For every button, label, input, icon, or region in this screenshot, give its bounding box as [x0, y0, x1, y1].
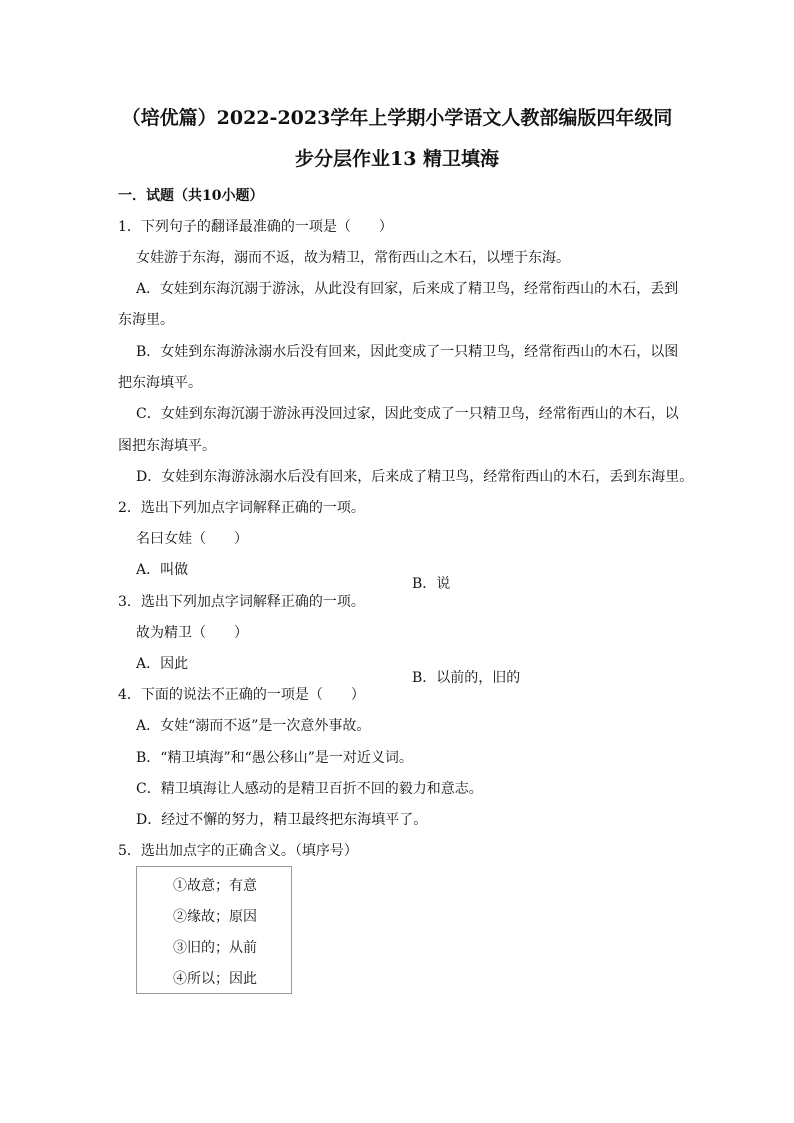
question-5-choice-2: ②缘故；原因	[173, 909, 257, 925]
question-5-choice-4: ④所以；因此	[173, 971, 257, 987]
question-5-stem: 5．选出加点字的正确含义。（填序号）	[118, 843, 358, 859]
question-4-option-d: D．经过不懈的努力，精卫最终把东海填平了。	[136, 812, 428, 828]
question-1-option-a: A．女娃到东海沉溺于游泳，从此没有回家，后来成了精卫鸟，经常衔西山的木石，丢到	[136, 281, 679, 297]
section-heading: 一．试题（共10小题）	[118, 188, 264, 204]
question-3-option-b: B．以前的，旧的	[412, 670, 521, 686]
question-2-option-a: A．叫做	[136, 562, 189, 578]
question-2-option-b: B．说	[412, 576, 451, 592]
question-4-option-a: A．女娃“溺而不返”是一次意外事故。	[136, 718, 371, 734]
question-3-quote: 故为精卫（ ）	[136, 625, 248, 641]
question-5-choice-1: ①故意；有意	[173, 878, 257, 894]
question-5-choices-box	[136, 866, 292, 994]
question-1-option-a-cont: 东海里。	[118, 312, 174, 328]
question-1-option-c: C．女娃到东海沉溺于游泳再没回过家，因此变成了一只精卫鸟，经常衔西山的木石，以	[136, 406, 679, 422]
question-3-option-a: A．因此	[136, 656, 189, 672]
question-1-option-b-cont: 把东海填平。	[118, 375, 202, 391]
question-2-quote: 名曰女娃（ ）	[136, 531, 248, 547]
question-4-stem: 4．下面的说法不正确的一项是（ ）	[118, 687, 365, 703]
question-3-stem: 3．选出下列加点字词解释正确的一项。	[118, 594, 365, 610]
question-4-option-c: C．精卫填海让人感动的是精卫百折不回的毅力和意志。	[136, 781, 483, 797]
question-1-option-c-cont: 图把东海填平。	[118, 438, 216, 454]
question-2-stem: 2．选出下列加点字词解释正确的一项。	[118, 500, 365, 516]
question-1-option-d: D．女娃到东海游泳溺水后没有回来，后来成了精卫鸟，经常衔西山的木石，丢到东海里。	[136, 469, 694, 485]
question-1-stem: 1．下列句子的翻译最准确的一项是（ ）	[118, 219, 393, 235]
question-1-quote: 女娃游于东海，溺而不返，故为精卫，常衔西山之木石，以堙于东海。	[136, 250, 570, 266]
page-title-line-1: （培优篇）2022-2023学年上学期小学语文人教部编版四年级同	[121, 107, 673, 129]
question-5-choice-3: ③旧的；从前	[173, 940, 257, 956]
question-1-option-b: B．女娃到东海游泳溺水后没有回来，因此变成了一只精卫鸟，经常衔西山的木石，以图	[136, 344, 679, 360]
page-title-line-2: 步分层作业13 精卫填海	[294, 148, 500, 170]
question-4-option-b: B．“精卫填海”和“愚公移山”是一对近义词。	[136, 750, 413, 766]
